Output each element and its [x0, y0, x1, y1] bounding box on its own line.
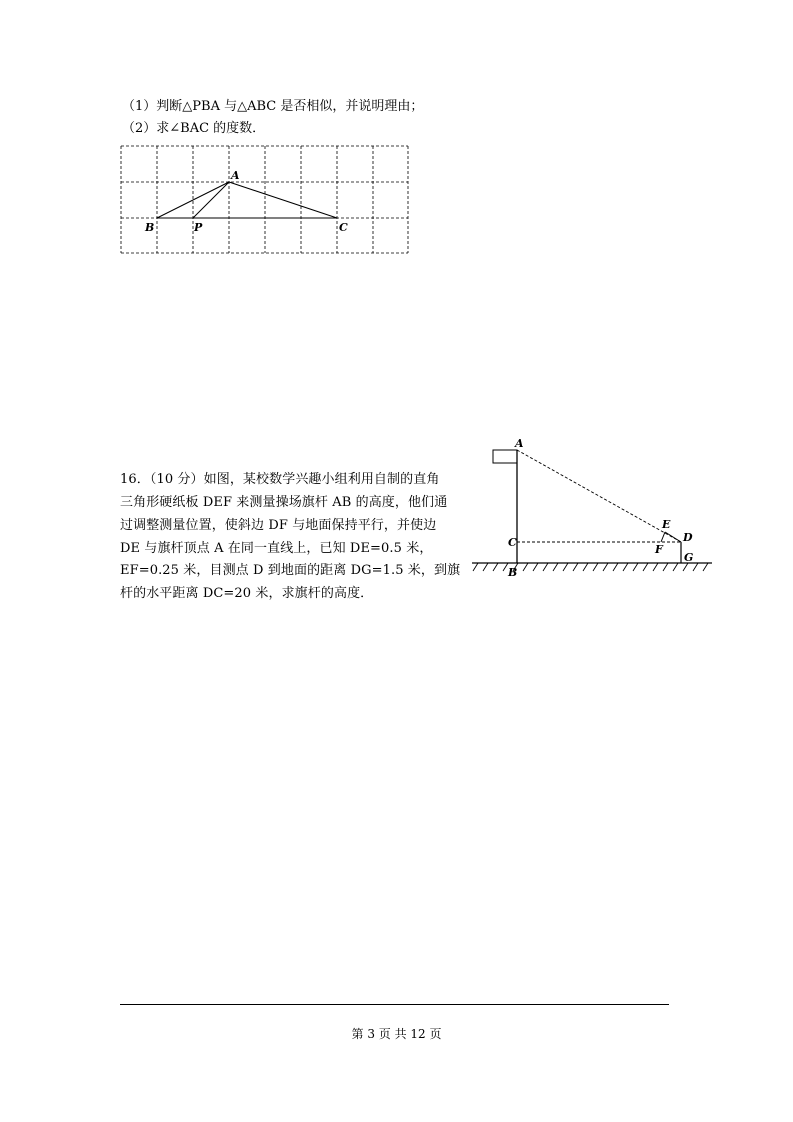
label-B: B [508, 566, 518, 579]
label-C: C [508, 536, 517, 549]
footer-rule [120, 1004, 669, 1005]
question-16-line-2: 三角形硬纸板 DEF 来测量操场旗杆 AB 的高度，他们通 [120, 495, 448, 510]
label-E: E [662, 518, 671, 531]
label-D: D [683, 531, 693, 544]
page-number: 第 3 页 共 12 页 [351, 1027, 442, 1041]
segment-EF [661, 532, 665, 542]
question-16-line-4: DE 与旗杆顶点 A 在同一直线上，已知 DE=0.5 米， [120, 541, 433, 556]
label-B: B [145, 221, 155, 234]
label-C: C [339, 221, 348, 234]
question-16-line-3: 过调整测量位置，使斜边 DF 与地面保持平行，并使边 [120, 518, 437, 533]
question-16-line-1: 16．（10 分）如图，某校数学兴趣小组利用自制的直角 [120, 472, 440, 487]
label-A: A [231, 169, 240, 182]
sightline-AD [517, 450, 681, 542]
question-16-line-5: EF=0.25 米，目测点 D 到地面的距离 DG=1.5 米，到旗 [120, 563, 461, 578]
segment-DE [665, 532, 681, 542]
label-P: P [194, 221, 203, 234]
flag [493, 450, 517, 463]
label-F: F [655, 543, 663, 556]
question-15-part-2: （2）求∠BAC 的度数． [122, 121, 266, 136]
question-16-line-6: 杆的水平距离 DC=20 米，求旗杆的高度． [120, 586, 374, 601]
label-A: A [515, 437, 524, 450]
label-G: G [684, 551, 694, 564]
question-15-part-1: （1）判断△PBA 与△ABC 是否相似，并说明理由； [122, 99, 424, 114]
